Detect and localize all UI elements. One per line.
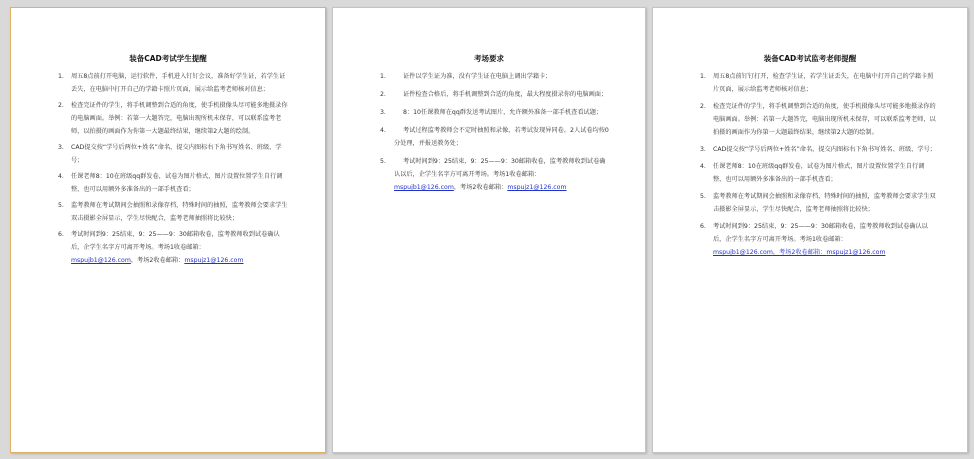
list-item — [58, 199, 290, 225]
item-number: 2. — [700, 103, 706, 110]
list-item — [380, 124, 610, 150]
instruction-list — [700, 70, 936, 263]
instruction-list — [58, 70, 290, 270]
list-item — [700, 143, 936, 156]
item-text-middle: ，考场2收卷邮箱： — [130, 257, 185, 264]
item-text: 周五8点前打开电脑，运行软件，手机进入钉钉会议，准备好学生证，若学生证丢失，在电脑中打开自己的学籍卡照片页面，展示给监考老师核对信息； — [71, 73, 286, 93]
item-number: 6. — [700, 223, 706, 230]
page-title: 装备CAD考试学生提醒 — [129, 54, 207, 63]
list-item — [58, 170, 290, 196]
list-item — [58, 70, 290, 96]
list-item — [700, 160, 936, 186]
item-text: 考试时间到9：25结束，9：25——9：30邮箱收卷，监考教师收到试卷确认以后，企学生名字方可离开考场。考场1收卷邮箱： — [713, 223, 928, 243]
item-text-with-links — [394, 155, 610, 194]
item-text: 任课老师8：10在班级qq群发卷，试卷为图片格式，图片设置位置学生自行调整，也可以用额外多准备出的一部手机查看； — [713, 163, 925, 183]
item-number: 4. — [700, 163, 706, 170]
item-text-middle: ，考场2收卷邮箱： — [772, 249, 827, 256]
item-text-with-links — [71, 228, 290, 267]
item-number: 5. — [700, 193, 706, 200]
list-item — [700, 100, 936, 139]
instruction-list — [380, 70, 610, 199]
item-text: 检查完证件的学生，将手机调整到合适的角度，使手机摄像头尽可能多地摄录你的电脑画面。举例：若第一大题答完，电脑出现所机未保存，可以联系监考老师，以拍摄的画面作为你第一大题最终结果，继续第2大题的绘制。 — [713, 103, 936, 136]
item-number: 6. — [58, 231, 64, 238]
item-number: 1. — [700, 73, 706, 80]
email-link-room-1[interactable]: mspujb1@126.com — [394, 184, 454, 191]
item-text: CAD提交按“学号后两位+姓名”命名，提交内图标右下角书写姓名、班级、学号； — [71, 144, 282, 164]
item-text: 考试时间到9：25结束，9：25——9：30邮箱收卷，监考教师收到试卷确认后，企学生名字方可离开考场。考场1收卷邮箱： — [71, 231, 280, 251]
item-number: 3. — [58, 144, 64, 151]
item-text: 周五8点前钉钉打开，检查学生证，若学生证丢失，在电脑中打开自己的学籍卡照片页面，展示给监考老师核对信息； — [713, 73, 934, 93]
document-page-3[interactable] — [652, 7, 968, 453]
document-page-2[interactable] — [332, 7, 646, 453]
item-text: 8：10任课教师在qq群发送考试图片，允许额外准备一部手机查看试题； — [403, 109, 603, 116]
item-number: 3. — [700, 146, 706, 153]
item-text: 监考教师在考试期间会抽照和录像存档，特殊时间的抽照，监考教师会要求学生双击摄影全屏显示，学生尽快配合，监考老师抽照将比较快； — [71, 202, 288, 222]
email-link-room-2[interactable]: mspujz1@126.com — [507, 184, 567, 191]
list-item — [58, 141, 290, 167]
item-number: 1. — [58, 73, 64, 80]
list-item — [58, 228, 290, 267]
item-number: 3. — [380, 109, 386, 116]
list-item — [380, 106, 610, 119]
item-text: 考试时间到9：25结束，9：25——9：30邮箱收卷，监考教师收到试卷确认以后，企学生名字方可离开考场。考场1收卷邮箱： — [394, 158, 606, 178]
list-item — [380, 70, 610, 83]
email-link-room-2[interactable]: mspujz1@126.com — [826, 249, 886, 256]
item-number: 2. — [58, 102, 64, 109]
item-text: 证件以学生证为准，没有学生证在电脑上调出学籍卡； — [403, 73, 552, 80]
list-item — [380, 155, 610, 194]
list-item — [380, 88, 610, 101]
list-item — [700, 70, 936, 96]
list-item — [700, 220, 936, 259]
item-text: 检查完证件的学生，将手机调整到合适的角度，使手机摄像头尽可能多地摄录你的电脑画面。举例：若第一大题答完，电脑出现所机未保存，可以联系监考老师，以拍摄的画面作为你第一大题最终结果，继续第2大题的绘制。 — [71, 102, 288, 135]
list-item — [700, 190, 936, 216]
item-number: 5. — [380, 158, 386, 165]
item-text: 任课老师8：10在班级qq群发卷，试卷为图片格式，图片设置位置学生自行调整，也可以用额外多准备出的一部手机查看； — [71, 173, 283, 193]
email-link-room-1[interactable]: mspujb1@126.com — [713, 249, 773, 256]
email-link-room-1[interactable]: mspujb1@126.com — [71, 257, 131, 264]
item-text: 监考教师在考试期间会抽照和录像存档，特殊时间的抽照，监考教师会要求学生双击摄影全屏显示，学生尽快配合，监考老师抽照将比较快； — [713, 193, 936, 213]
item-text: 证件检查合格后，将手机调整到合适的角度，最大程度摄录你的电脑画面； — [403, 91, 608, 98]
page-title: 装备CAD考试监考老师提醒 — [763, 54, 857, 63]
list-item — [58, 99, 290, 138]
item-text-middle: ，考场2收卷邮箱： — [453, 184, 508, 191]
item-number: 1. — [380, 73, 386, 80]
item-text: 考试过程监考教师会不定时抽照和录像，若考试发现异同卷，2人试卷均按0分处理，并报送教务处； — [394, 127, 609, 147]
item-number: 4. — [380, 127, 386, 134]
email-link-room-2[interactable]: mspujz1@126.com — [184, 257, 244, 264]
item-number: 2. — [380, 91, 386, 98]
item-number: 4. — [58, 173, 64, 180]
item-number: 5. — [58, 202, 64, 209]
document-page-1[interactable] — [10, 7, 326, 453]
page-title: 考场要求 — [474, 54, 504, 63]
item-text-with-links — [713, 220, 936, 259]
item-text: CAD提交按“学号后两位+姓名”命名，提交内图标右下角书写姓名、班级、学号； — [713, 146, 936, 153]
